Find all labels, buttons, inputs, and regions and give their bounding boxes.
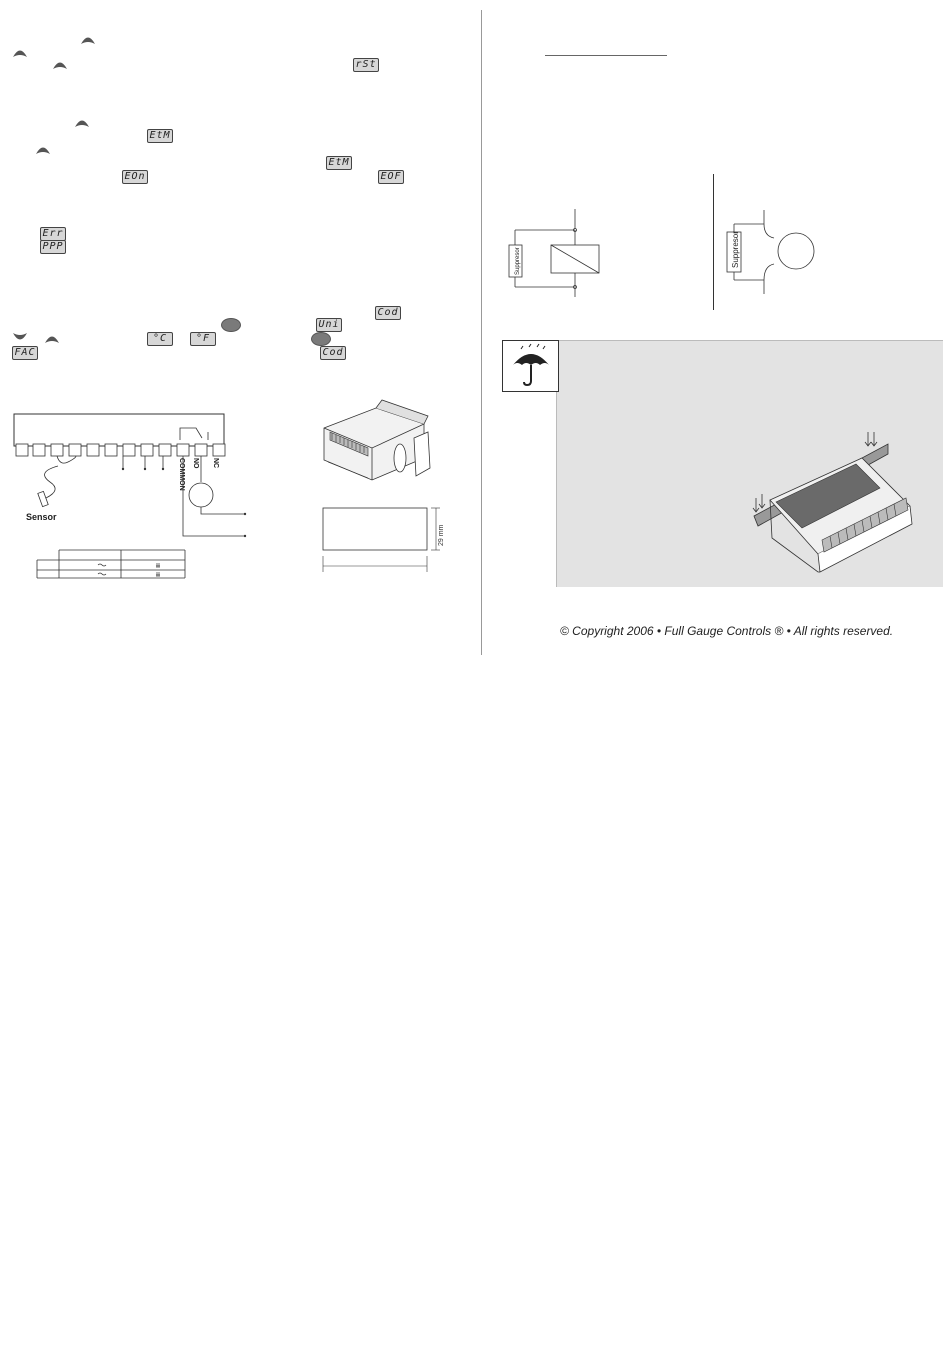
up-button-icon [74,116,90,128]
lcd-etm: EtM [326,156,352,170]
lcd-cod: Cod [375,306,401,320]
set-button-icon [311,332,331,346]
controller-illustration [318,398,436,486]
up-button-icon [52,58,68,70]
lcd-err: Err [40,227,66,241]
common-label: COMMON [178,458,185,491]
lcd-etm: EtM [147,129,173,143]
suppressor-label: Suppresor [731,231,740,268]
panel-cutout-drawing [318,504,448,576]
column-divider [481,10,482,655]
lcd-rst: rSt [353,58,379,72]
suppressor-motor-diagram [722,208,822,298]
dimension-label: 29 mm [438,524,445,546]
vertical-separator [713,174,714,310]
suppressor-label: Suppresor [515,247,521,275]
no-label: NO [192,458,199,469]
lcd-uni: Uni [316,318,342,332]
lcd-ppp: PPP [40,240,66,254]
lcd-deg-f: °F [190,332,216,346]
load-symbol [189,483,213,507]
up-button-icon [12,46,28,58]
lcd-cod: Cod [320,346,346,360]
heading-underline [545,55,667,56]
copyright-notice: © Copyright 2006 • Full Gauge Controls ® • All rights reserved. [560,624,894,638]
set-button-icon [221,318,241,332]
supply-table [35,546,190,582]
lcd-deg-c: °C [147,332,173,346]
up-button-icon [35,143,51,155]
down-button-icon [12,332,28,344]
lcd-eof: EOF [378,170,404,184]
lcd-fac: FAC [12,346,38,360]
sensor-label: Sensor [26,512,57,522]
nc-label: NC [212,458,219,469]
panel-mounting-illustration [750,428,922,578]
controller-body [14,414,224,446]
umbrella-icon [502,340,559,392]
suppressor-contactor-diagram [505,205,605,300]
up-button-icon [44,332,60,344]
up-button-icon [80,33,96,45]
lcd-eon: EOn [122,170,148,184]
